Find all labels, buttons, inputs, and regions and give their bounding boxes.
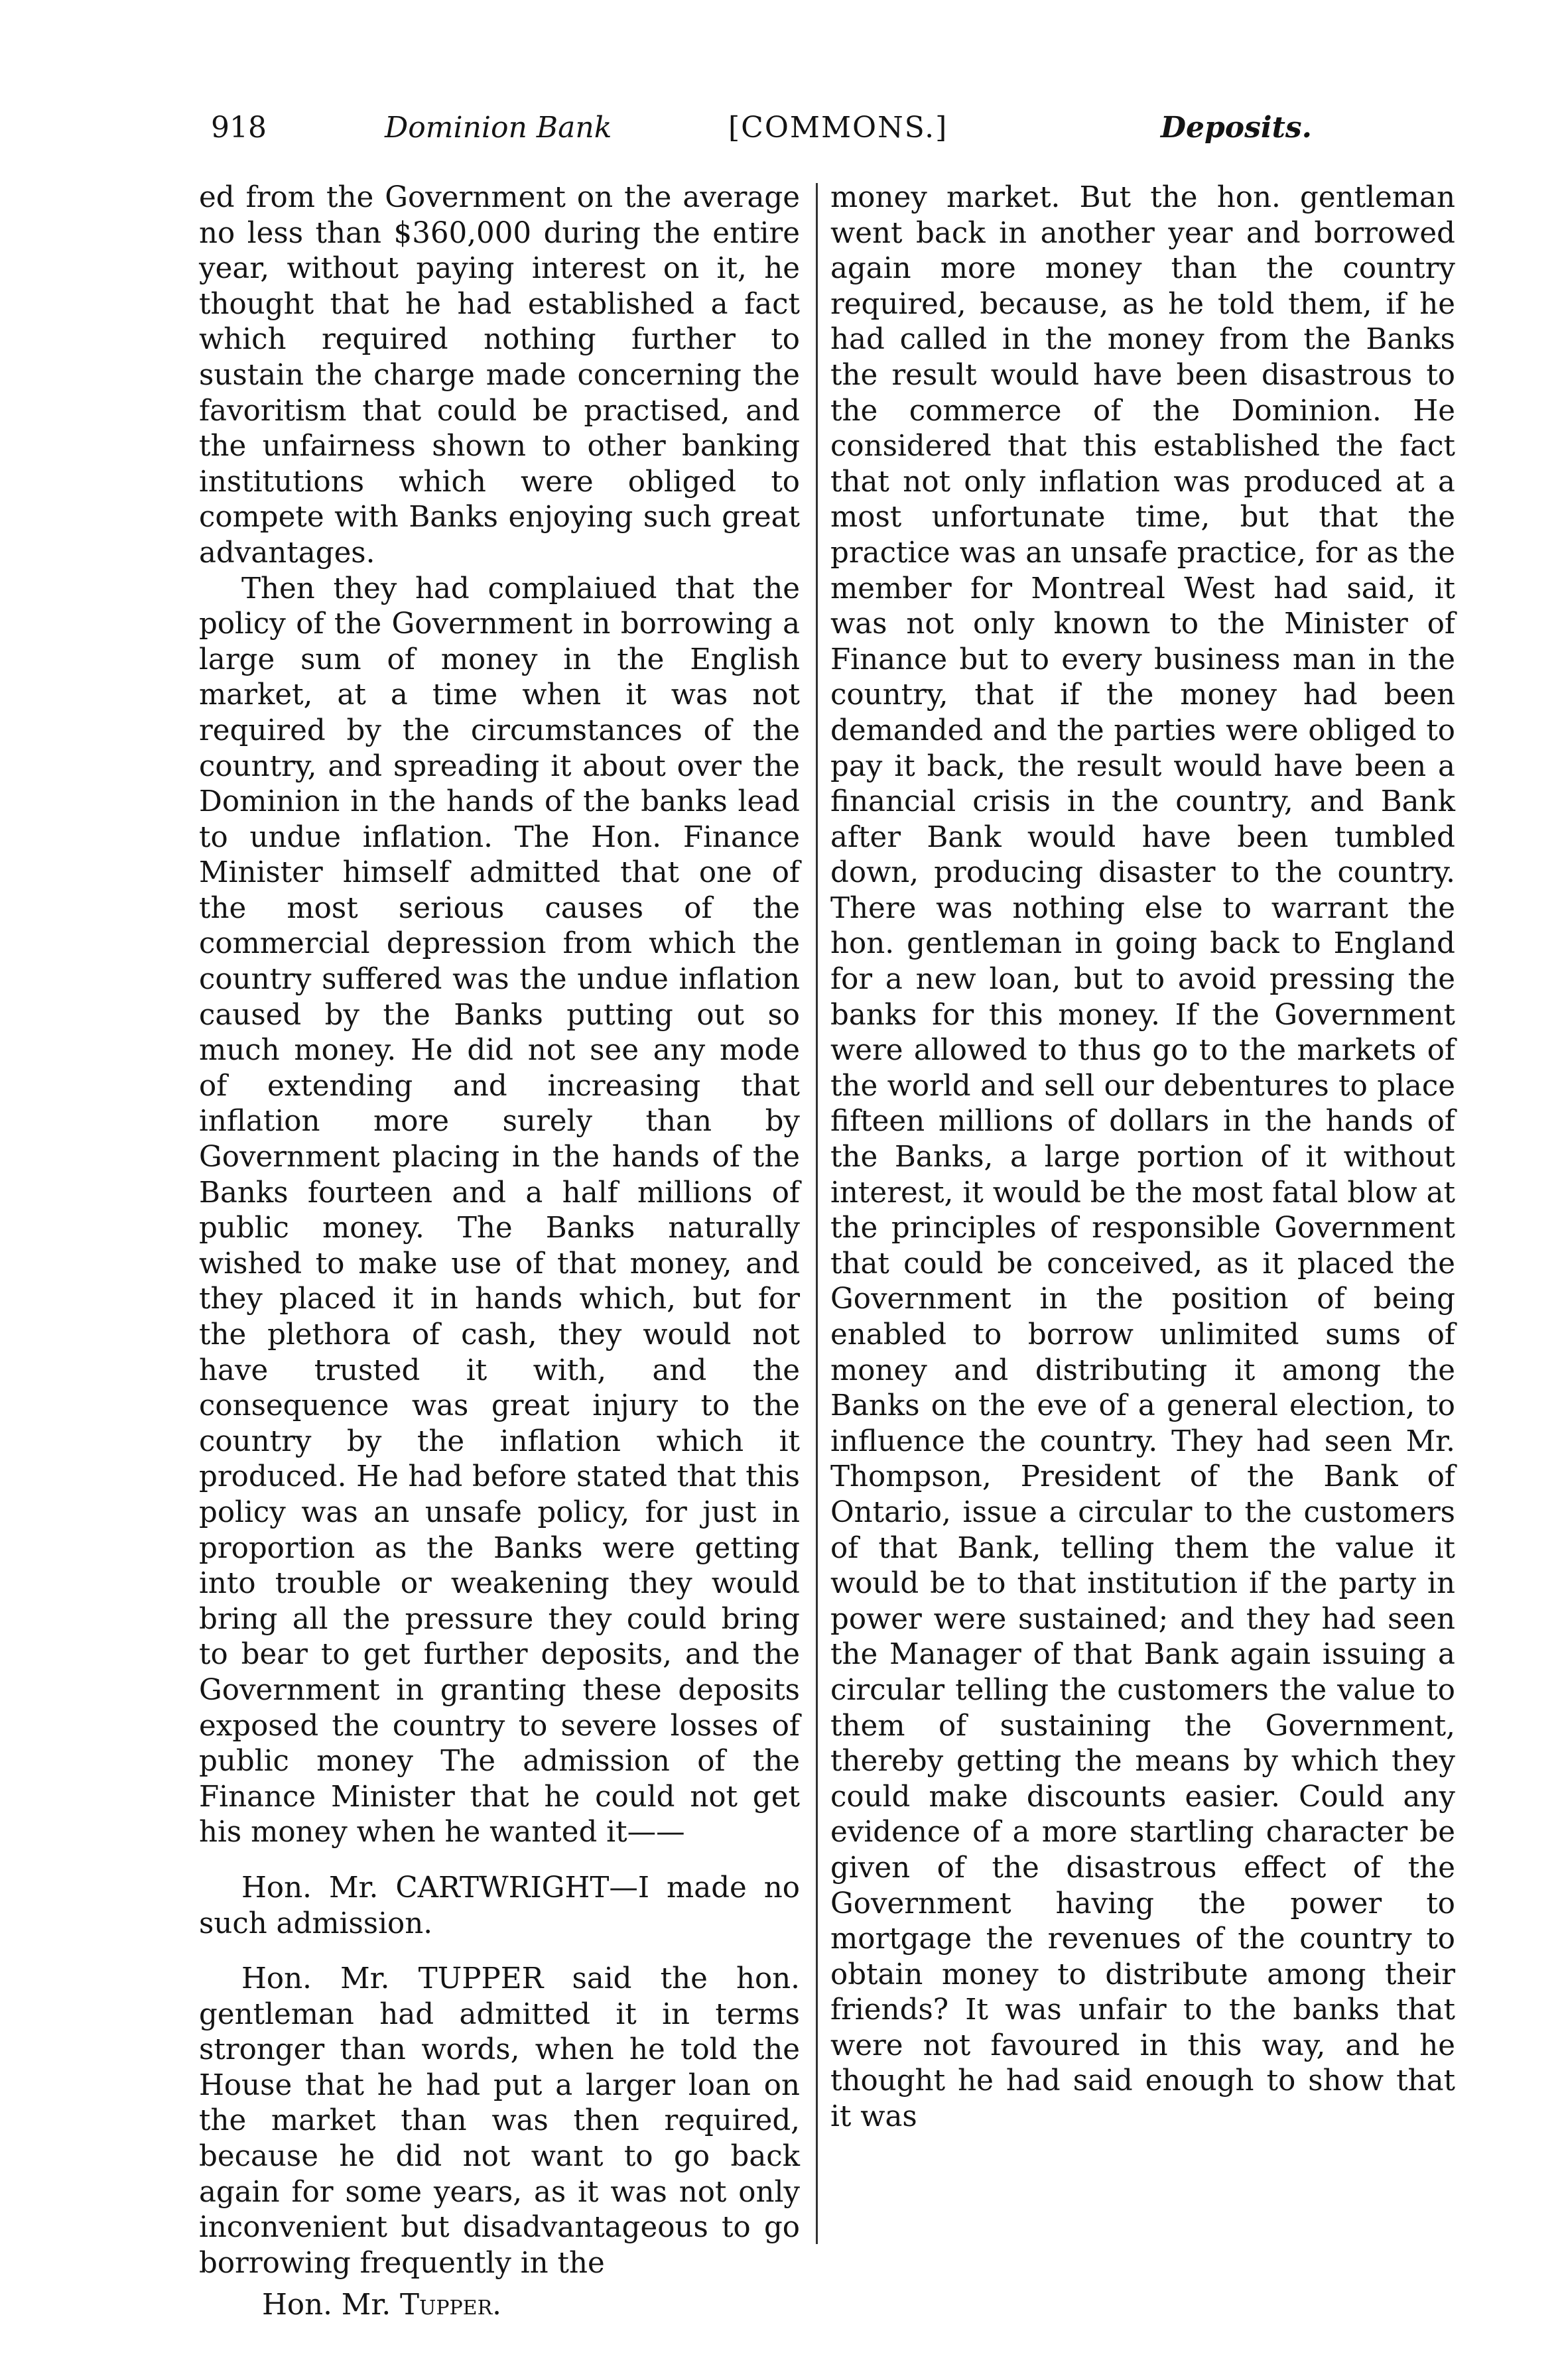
column-divider <box>816 183 818 2244</box>
right-column <box>830 180 1455 2135</box>
left-paragraph-4: Hon. Mr. TUPPER said the hon. gentleman had admitted it in terms stronger than words, when he told the House that he had put a larger loan on the market than was then required, because he did not want to go back again for some years, as it was not only inconvenient but disadvantageous to go borrowing frequently in the <box>199 1962 800 2280</box>
header-left-title: Dominion Bank <box>385 111 612 145</box>
running-header <box>211 105 1312 151</box>
page-number: 918 <box>211 111 267 145</box>
header-center-title: [COMMONS.] <box>728 111 948 145</box>
footer-speaker-name: Tupper. <box>400 2288 501 2322</box>
left-paragraph-2: Then they had complaiued that the policy of the Government in borrowing a large sum of money in the English market, at a time when it was not required by the circumstances of the country, and spreading it about over the Dominion in the hands of the banks lead to undue inflation. The Hon. Finance Minister himself admitted that one of the most serious causes of the commercial depression from which the country suffered was the undue inflation caused by the Banks putting out so much money. He did not see any mode of extending and increasing that inflation more surely than by Government placing in the hands of the Banks fourteen and a half millions of public money. The Banks naturally wished to make use of that money, and they placed it in hands which, but for the plethora of cash, they would not have trusted it with, and the consequence was great injury to the country by the inflation which it produced. He had before stated that this policy was an unsafe policy, for just in proportion as the Banks were getting into trouble or weakening they would bring all the pressure they could bring to bear to get further deposits, and the Government in granting these deposits exposed the country to severe losses of public money The admission of the Finance Minister that he could not get his money when he wanted it—— <box>199 572 800 1849</box>
left-paragraph-1: ed from the Government on the average no less than $360,000 during the entire year, without paying interest on it, he thought that he had established a fact which required nothing further to sustain the charge made concerning the favoritism that could be practised, and the unfairness shown to other banking institutions which were obliged to compete with Banks enjoying such great advantages. <box>199 181 800 570</box>
footer-prefix: Hon. Mr. <box>262 2288 401 2322</box>
running-footer <box>262 2286 501 2324</box>
left-paragraph-3: Hon. Mr. CARTWRIGHT—I made no such admission. <box>199 1871 800 1940</box>
header-right-title: Deposits. <box>1160 111 1312 145</box>
right-paragraph-1: money market. But the hon. gentleman went back in another year and borrowed again more money than the country required, because, as he told them, if he had called in the money from the Banks the result would have been disastrous to the commerce of the Dominion. He considered that this established the fact that not only inflation was produced at a most unfortunate time, but that the practice was an unsafe practice, for as the member for Montreal West had said, it was not only known to the Minister of Finance but to every business man in the country, that if the money had been demanded and the parties were obliged to pay it back, the result would have been a financial crisis in the country, and Bank after Bank would have been tumbled down, producing disaster to the country. There was nothing else to warrant the hon. gentleman in going back to England for a new loan, but to avoid pressing the banks for this money. If the Government were allowed to thus go to the markets of the world and sell our debentures to place fifteen millions of dollars in the hands of the Banks, a large portion of it without interest, it would be the most fatal blow at the principles of responsible Government that could be conceived, as it placed the Government in the position of being enabled to borrow unlimited sums of money and distributing it among the Banks on the eve of a general election, to influence the country. They had seen Mr. Thompson, President of the Bank of Ontario, issue a circular to the customers of that Bank, telling them the value it would be to that institution if the party in power were sustained; and they had seen the Manager of that Bank again issuing a circular telling the customers the value to them of sustaining the Government, thereby getting the means by which they could make discounts easier. Could any evidence of a more startling character be given of the disastrous effect of the Government having the power to mortgage the revenues of the country to obtain money to distribute among their friends? It was unfair to the banks that were not favoured in this way, and he thought he had said enough to show that it was <box>830 181 1455 2134</box>
left-column <box>199 180 800 2281</box>
